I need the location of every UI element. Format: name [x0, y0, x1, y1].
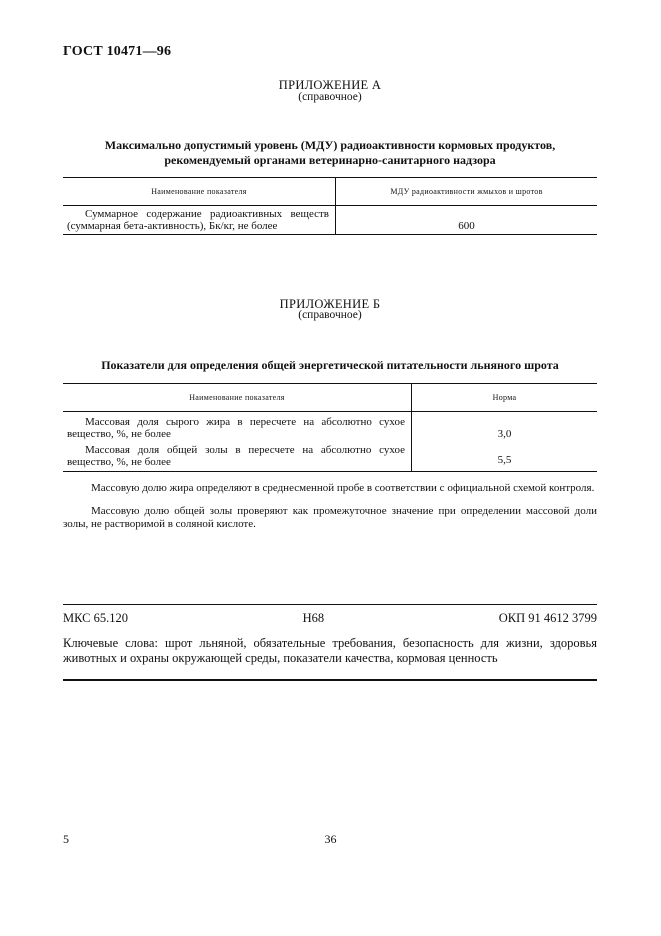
row-value-cell: [412, 412, 598, 443]
row-name: Суммарное содержание радиоактивных веществ (суммарная бета-активность), Бк/кг, не более: [67, 208, 329, 232]
note-paragraph-2: Массовую долю общей золы проверяют как промежуточное значение при определении массовой доли золы, не растворимой в соляной кислоте.: [63, 505, 597, 530]
document-id: ГОСТ 10471—96: [63, 44, 172, 59]
row-name: Массовая доля сырого жира в пересчете на абсолютно сухое вещество, %, не более: [67, 416, 405, 440]
table-header-row: [63, 178, 597, 206]
table-row: [63, 206, 597, 235]
column-header-name: Наименование показателя: [63, 178, 336, 206]
footer-divider-bottom: [63, 679, 597, 681]
row-value: 600: [458, 220, 475, 232]
row-value-cell: [412, 442, 598, 472]
appendix-b-heading: Показатели для определения общей энергетической питательности льняного шрота: [101, 358, 559, 372]
footer-divider-top: [63, 604, 597, 605]
row-value: 3,0: [497, 428, 512, 440]
row-value-cell: [336, 206, 598, 235]
okp-code: ОКП 91 4612 3799: [498, 611, 597, 625]
appendix-b-title: ПРИЛОЖЕНИЕ Б: [279, 297, 381, 311]
appendix-a-title: ПРИЛОЖЕНИЕ А: [278, 78, 382, 92]
table-row: [63, 442, 597, 472]
column-header-mdu: МДУ радиоактивности жмыхов и шротов: [336, 178, 598, 206]
appendix-a-table: [63, 177, 597, 235]
page-number-center: 36: [324, 832, 337, 846]
page-number-left: 5: [63, 832, 69, 846]
row-name: Массовая доля общей золы в пересчете на абсолютно сухое вещество, %, не более: [67, 444, 405, 468]
appendix-a-heading: [63, 138, 597, 168]
appendix-a-subtitle: (справочное): [298, 91, 362, 103]
row-name-cell: [63, 206, 336, 235]
row-name-cell: [63, 412, 412, 443]
keywords: Ключевые слова: шрот льняной, обязательные требования, безопасность для жизни, здоровья животных и охраны окружающей среды, показатели качества, кормовая ценность: [63, 636, 597, 665]
classification-row: [63, 611, 597, 626]
appendix-a-heading-line1: Максимально допустимый уровень (МДУ) радиоактивности кормовых продуктов,: [104, 138, 556, 152]
mks-code: МКС 65.120: [63, 611, 128, 625]
appendix-b-table: [63, 383, 597, 472]
appendix-a-heading-line2: рекомендуемый органами ветеринарно-санитарного надзора: [164, 153, 496, 167]
appendix-b-subtitle: (справочное): [298, 309, 362, 321]
row-name-cell: [63, 442, 412, 472]
table-row: [63, 412, 597, 443]
column-header-norm: Норма: [412, 384, 598, 412]
row-value: 5,5: [497, 454, 512, 466]
column-header-name: Наименование показателя: [63, 384, 412, 412]
table-header-row: [63, 384, 597, 412]
note-paragraph-1: Массовую долю жира определяют в среднесменной пробе в соответствии с официальной схемой контроля.: [91, 482, 595, 494]
category-code: Н68: [302, 611, 325, 625]
